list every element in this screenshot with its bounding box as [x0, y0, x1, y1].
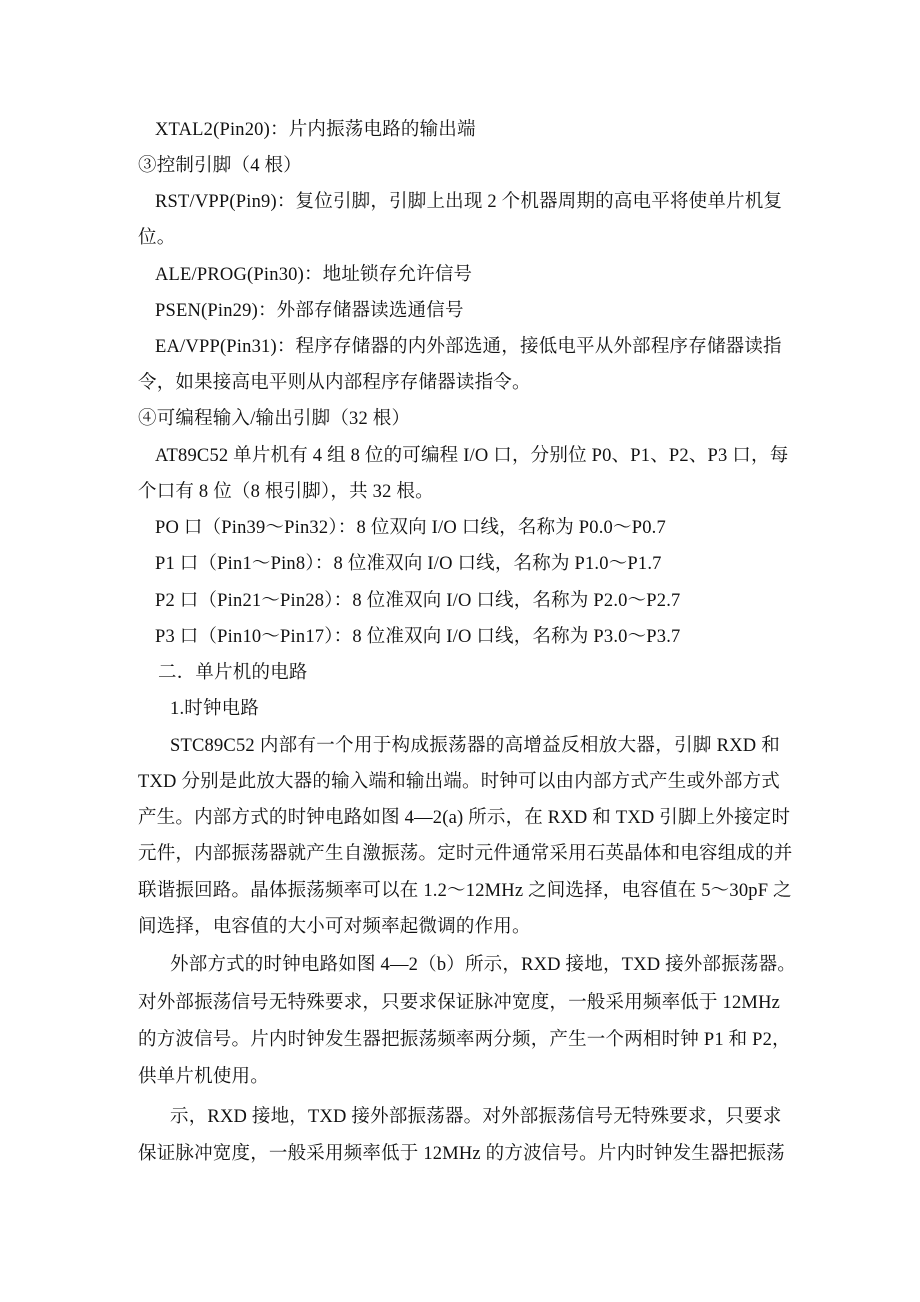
heading-io-pins: ④可编程输入/输出引脚（32 根） [138, 409, 411, 429]
paragraph-line: STC89C52 内部有一个用于构成振荡器的高增益反相放大器，引脚 RXD 和 [170, 736, 780, 756]
paragraph-line: 保证脉冲宽度，一般采用频率低于 12MHz 的方波信号。片内时钟发生器把振荡 [138, 1144, 785, 1164]
text-line-p1-port: P1 口（Pin1～Pin8）：8 位准双向 I/O 口线，名称为 P1.0～P1.7 [155, 554, 662, 574]
text-line-psen: PSEN(Pin29)：外部存储器读选通信号 [155, 301, 464, 321]
paragraph-line: 间选择，电容值的大小可对频率起微调的作用。 [138, 917, 531, 937]
text-line-ale-prog: ALE/PROG(Pin30)：地址锁存允许信号 [155, 265, 473, 285]
paragraph-line: 供单片机使用。 [138, 1067, 269, 1087]
paragraph-line: 产生。内部方式的时钟电路如图 4—2(a) 所示，在 RXD 和 TXD 引脚上外接定时 [138, 808, 791, 828]
text-line-at89c52: AT89C52 单片机有 4 组 8 位的可编程 I/O 口，分别位 P0、P1、P2、P3 口，每 [155, 446, 789, 466]
text-line-p2-port: P2 口（Pin21～Pin28）：8 位准双向 I/O 口线，名称为 P2.0～P2.7 [155, 591, 681, 611]
text-line-rst-vpp-cont: 位。 [138, 228, 176, 248]
paragraph-line: 示，RXD 接地，TXD 接外部振荡器。对外部振荡信号无特殊要求，只要求 [170, 1107, 782, 1127]
section-heading-circuit: 二．单片机的电路 [158, 663, 308, 683]
paragraph-line: TXD 分别是此放大器的输入端和输出端。时钟可以由内部方式产生或外部方式 [138, 772, 780, 792]
text-line-p0-port: PO 口（Pin39～Pin32）：8 位双向 I/O 口线，名称为 P0.0～P0.7 [155, 518, 666, 538]
text-line-ea-vpp: EA/VPP(Pin31)：程序存储器的内外部选通，接低电平从外部程序存储器读指 [155, 337, 782, 357]
text-line-at89c52-cont: 个口有 8 位（8 根引脚），共 32 根。 [138, 482, 434, 502]
paragraph-line: 对外部振荡信号无特殊要求，只要求保证脉冲宽度，一般采用频率低于 12MHz [138, 993, 781, 1013]
text-line-rst-vpp: RST/VPP(Pin9)：复位引脚，引脚上出现 2 个机器周期的高电平将使单片机复 [155, 192, 783, 212]
text-line-xtal2: XTAL2(Pin20)：片内振荡电路的输出端 [155, 120, 476, 140]
paragraph-line: 元件，内部振荡器就产生自激振荡。定时元件通常采用石英晶体和电容组成的并 [138, 844, 793, 864]
paragraph-line: 的方波信号。片内时钟发生器把振荡频率两分频，产生一个两相时钟 P1 和 P2， [138, 1030, 791, 1050]
text-line-p3-port: P3 口（Pin10～Pin17）：8 位准双向 I/O 口线，名称为 P3.0～P3.7 [155, 627, 681, 647]
text-line-ea-vpp-cont: 令，如果接高电平则从内部程序存储器读指令。 [138, 373, 531, 393]
paragraph-line: 联谐振回路。晶体振荡频率可以在 1.2～12MHz 之间选择，电容值在 5～30pF 之 [138, 881, 792, 901]
subsection-heading-clock: 1.时钟电路 [170, 699, 260, 719]
heading-control-pins: ③控制引脚（4 根） [138, 156, 302, 176]
paragraph-line: 外部方式的时钟电路如图 4—2（b）所示，RXD 接地，TXD 接外部振荡器。 [170, 955, 797, 975]
